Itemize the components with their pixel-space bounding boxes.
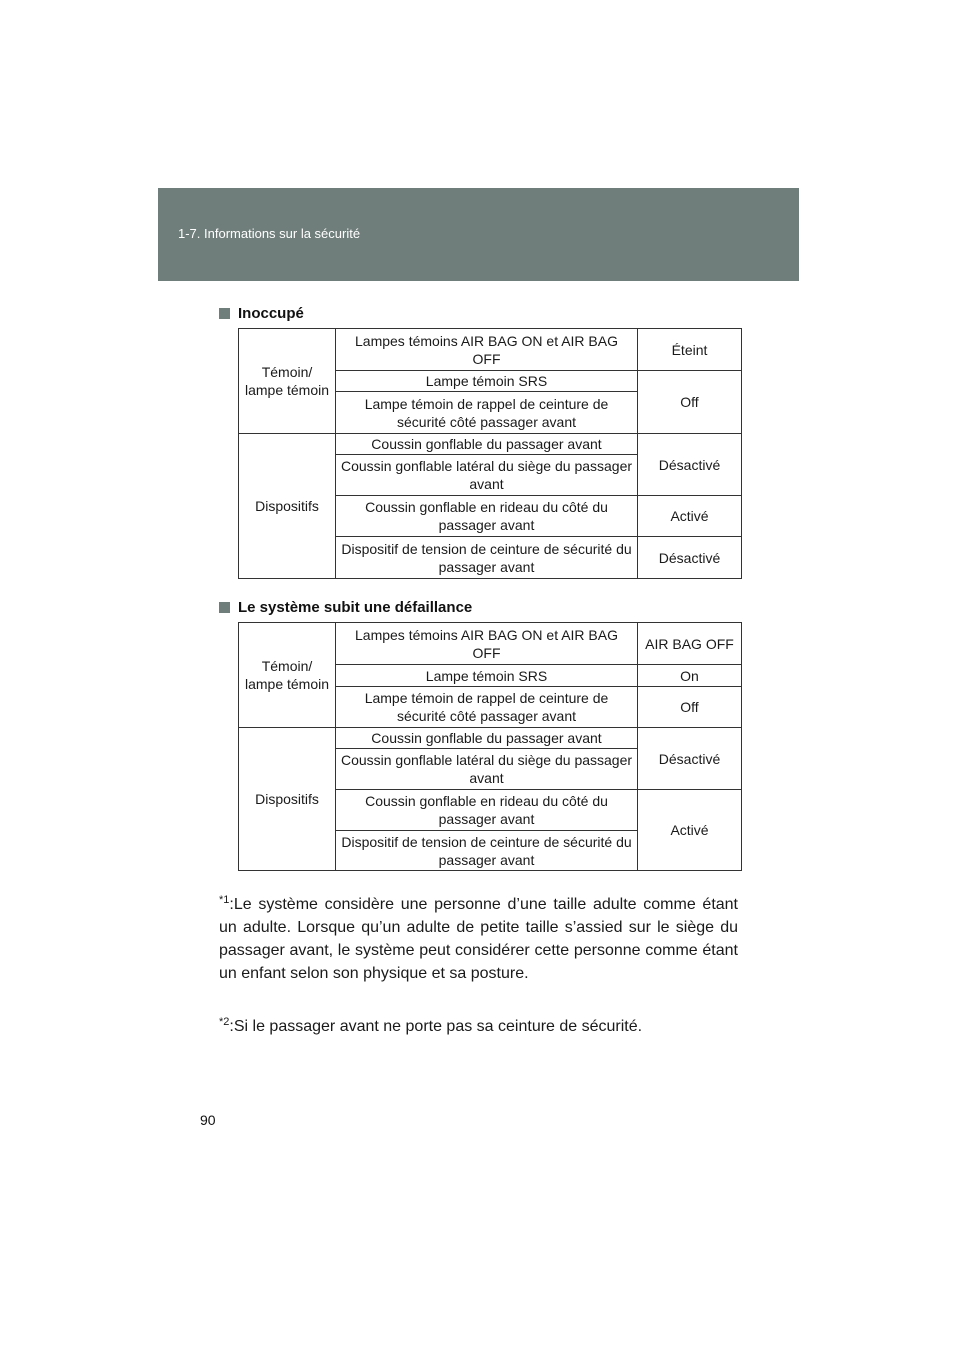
status-cell: Activé (638, 496, 742, 537)
page-number: 90 (200, 1112, 216, 1128)
item-cell: Lampes témoins AIR BAG ON et AIR BAG OFF (336, 623, 638, 665)
row-group-label: Dispositifs (239, 728, 336, 871)
section-heading-text: Inoccupé (238, 305, 304, 322)
item-cell: Coussin gonflable du passager avant (336, 728, 638, 749)
item-cell: Coussin gonflable du passager avant (336, 434, 638, 455)
footnote-2 (219, 1011, 738, 1038)
item-cell: Coussin gonflable latéral du siège du passager avant (336, 749, 638, 790)
section-breadcrumb: 1-7. Informations sur la sécurité (178, 226, 361, 241)
item-cell: Lampe témoin SRS (336, 371, 638, 392)
square-bullet-icon (219, 602, 230, 613)
item-cell: Coussin gonflable latéral du siège du passager avant (336, 455, 638, 496)
table-row (239, 434, 742, 455)
item-cell: Lampe témoin SRS (336, 665, 638, 687)
item-cell: Lampe témoin de rappel de ceinture de sécurité côté passager avant (336, 392, 638, 434)
section-heading-inoccupe (219, 305, 304, 322)
status-cell: Désactivé (638, 434, 742, 496)
row-group-label: Dispositifs (239, 434, 336, 579)
status-cell: Off (638, 371, 742, 434)
status-table-defaillance (238, 622, 742, 871)
status-cell: Off (638, 687, 742, 728)
footnote-text: :Le système considère une personne d’une taille adulte comme étant un adulte. Lorsque qu’un adulte de petite taille s’assied sur le siège du passager avant, le système peut considérer cette personne comme étant un enfant selon son physique et sa posture. (219, 896, 738, 982)
footnote-text: :Si le passager avant ne porte pas sa ceinture de sécurité. (229, 1018, 643, 1035)
section-heading-defaillance (219, 599, 472, 616)
section-heading-text: Le système subit une défaillance (238, 599, 473, 616)
table-row (239, 329, 742, 371)
item-cell: Coussin gonflable en rideau du côté du passager avant (336, 496, 638, 537)
row-group-label: Témoin/ lampe témoin (239, 623, 336, 728)
status-cell: AIR BAG OFF (638, 623, 742, 665)
status-cell: Désactivé (638, 537, 742, 579)
status-cell: On (638, 665, 742, 687)
item-cell: Lampes témoins AIR BAG ON et AIR BAG OFF (336, 329, 638, 371)
item-cell: Coussin gonflable en rideau du côté du passager avant (336, 790, 638, 831)
table-row (239, 728, 742, 749)
item-cell: Dispositif de tension de ceinture de sécurité du passager avant (336, 831, 638, 871)
square-bullet-icon (219, 308, 230, 319)
item-cell: Lampe témoin de rappel de ceinture de sécurité côté passager avant (336, 687, 638, 728)
row-group-label: Témoin/ lampe témoin (239, 329, 336, 434)
status-cell: Éteint (638, 329, 742, 371)
status-cell: Activé (638, 790, 742, 871)
footnote-1 (219, 889, 738, 985)
status-table-inoccupe (238, 328, 742, 579)
status-cell: Désactivé (638, 728, 742, 790)
footnote-mark: *1 (219, 894, 230, 906)
table-row (239, 623, 742, 665)
footnote-mark: *2 (219, 1016, 230, 1028)
item-cell: Dispositif de tension de ceinture de sécurité du passager avant (336, 537, 638, 579)
